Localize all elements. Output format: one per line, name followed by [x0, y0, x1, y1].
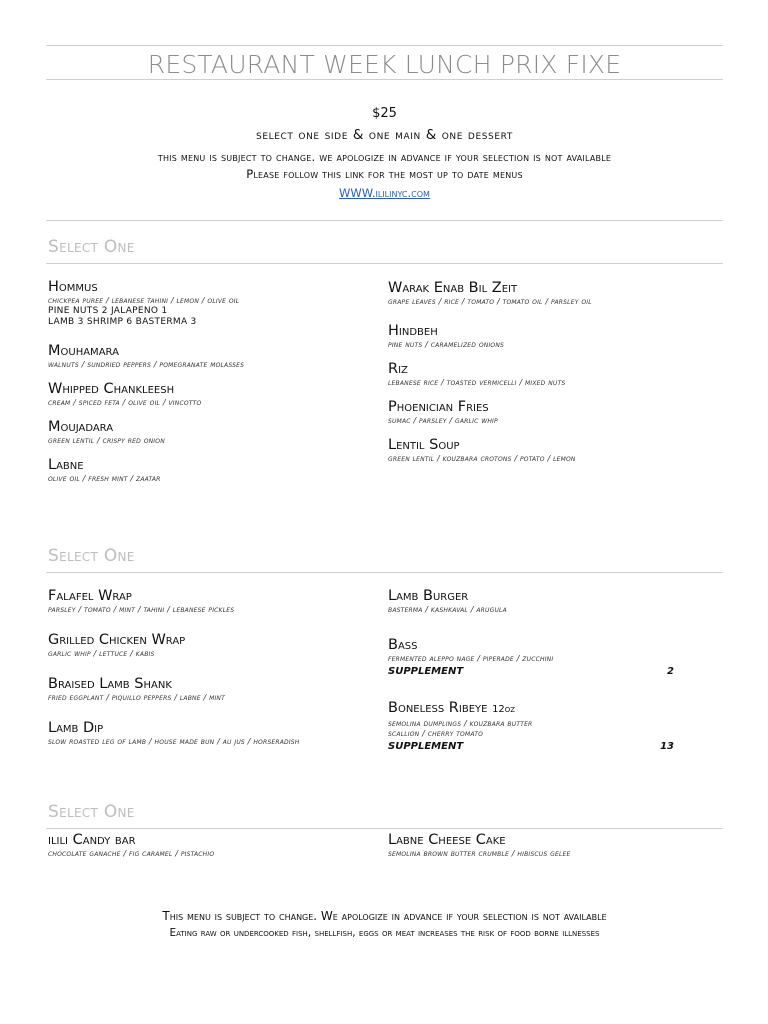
- top-rule: [46, 45, 723, 46]
- item-name: Hindbeh: [388, 323, 438, 339]
- menu-item: [388, 323, 718, 350]
- desserts-heading: Select One: [48, 802, 135, 822]
- menu-item: [388, 700, 718, 754]
- item-description: garlic whip / lettuce / kabis: [48, 649, 155, 658]
- title-rule: [46, 79, 723, 80]
- item-description: green lentil / crispy red onion: [48, 436, 165, 445]
- item-name: Phoenician Fries: [388, 399, 489, 415]
- item-description: chocolate ganache / fig caramel / pistachio: [48, 849, 215, 858]
- menu-item: [48, 279, 378, 328]
- menu-item: [48, 676, 378, 703]
- item-name: Moujadara: [48, 419, 114, 435]
- menu-item: [388, 437, 718, 464]
- item-name-row: [388, 700, 718, 718]
- sides-heading: Select One: [48, 237, 135, 257]
- menu-item: [388, 361, 718, 388]
- menu-item: [388, 588, 718, 615]
- item-description: fermented aleppo nage / piperade / zucchini: [388, 654, 554, 663]
- page-title: RESTAURANT WEEK LUNCH PRIX FIXE: [147, 50, 622, 79]
- menu-item: [48, 588, 378, 615]
- menu-item: [48, 343, 378, 370]
- item-name: Lamb Dip: [48, 720, 104, 736]
- item-name: Lentil Soup: [388, 437, 460, 453]
- menu-item: [388, 637, 718, 679]
- item-description: semolina brown butter crumble / hibiscus gelee: [388, 849, 571, 858]
- item-description: sumac / parsley / garlic whip: [388, 416, 498, 425]
- item-name: Labne Cheese Cake: [388, 832, 506, 848]
- item-addons: LAMB 3 SHRIMP 6 BASTERMA 3: [48, 317, 197, 327]
- supplement-label: SUPPLEMENT: [388, 666, 464, 677]
- item-addons: PINE NUTS 2 JALAPENO 1: [48, 306, 168, 316]
- item-description: walnuts / sundried peppers / pomegranate molasses: [48, 360, 245, 369]
- website-link[interactable]: WWW.ililinyc.com: [339, 186, 430, 200]
- header-bottom-rule: [46, 220, 723, 221]
- item-name: Bass: [388, 637, 418, 653]
- item-description: lebanese rice / toasted vermicelli / mixed nuts: [388, 378, 566, 387]
- item-name: Boneless Ribeye: [388, 700, 488, 716]
- prix-fixe-price: $25: [372, 106, 397, 121]
- supplement-amount: 2: [667, 666, 674, 677]
- item-name: Braised Lamb Shank: [48, 676, 172, 692]
- supplement-line: [388, 665, 678, 679]
- item-description: semolina dumplings / kouzbara butter: [388, 719, 533, 728]
- item-description-cont: scallion / cherry tomato: [388, 729, 484, 738]
- item-description: green lentil / kouzbara crotons / potato / lemon: [388, 454, 576, 463]
- menu-item: [48, 381, 378, 408]
- desserts-rule: [46, 828, 723, 829]
- item-name: ilili Candy bar: [48, 832, 136, 848]
- item-description: basterma / kashkaval / arugula: [388, 605, 507, 614]
- item-name: Lamb Burger: [388, 588, 469, 604]
- item-name: Labne: [48, 457, 84, 473]
- footer-change-notice: This menu is subject to change. We apologize in advance if your selection is not available: [162, 909, 607, 923]
- mains-heading: Select One: [48, 546, 135, 566]
- footer-health-warning: Eating raw or undercooked fish, shellfish, eggs or meat increases the risk of food borne illnesses: [169, 927, 600, 939]
- menu-item: [48, 457, 378, 484]
- item-name: Riz: [388, 361, 408, 377]
- change-notice: this menu is subject to change. we apologize in advance if your selection is not available: [157, 150, 612, 164]
- selection-instruction: select one side & one main & one dessert: [256, 127, 513, 143]
- menu-item: [48, 632, 378, 659]
- item-description: parsley / tomato / mint / tahini / lebanese pickles: [48, 605, 235, 614]
- item-name: Mouhamara: [48, 343, 119, 359]
- item-name: Hommus: [48, 279, 98, 295]
- menu-item: [388, 399, 718, 426]
- item-name: Grilled Chicken Wrap: [48, 632, 186, 648]
- sides-rule: [46, 263, 723, 264]
- supplement-amount: 13: [660, 741, 674, 752]
- item-description: cream / spiced feta / olive oil / vincotto: [48, 398, 202, 407]
- item-description: grape leaves / rice / tomato / tomato oil / parsley oil: [388, 297, 592, 306]
- item-description: olive oil / fresh mint / zaatar: [48, 474, 161, 483]
- menu-item: [48, 419, 378, 446]
- item-name: Whipped Chankleesh: [48, 381, 175, 397]
- menu-item: [48, 832, 378, 859]
- menu-item: [388, 280, 718, 307]
- menu-item: [388, 832, 718, 859]
- supplement-label: SUPPLEMENT: [388, 741, 464, 752]
- item-description: chickpea puree / lebanese tahini / lemon / olive oil: [48, 296, 240, 305]
- item-name: Falafel Wrap: [48, 588, 132, 604]
- item-description: fried eggplant / piquillo peppers / labne / mint: [48, 693, 225, 702]
- follow-link-text: Please follow this link for the most up to date menus: [246, 167, 523, 181]
- item-name: Warak Enab Bil Zeit: [388, 280, 518, 296]
- item-description: slow roasted leg of lamb / house made bun / au jus / horseradish: [48, 737, 300, 746]
- mains-rule: [46, 572, 723, 573]
- item-description: pine nuts / caramelized onions: [388, 340, 505, 349]
- supplement-line: [388, 740, 678, 754]
- menu-item: [48, 720, 378, 747]
- item-portion: 12oz: [492, 704, 516, 715]
